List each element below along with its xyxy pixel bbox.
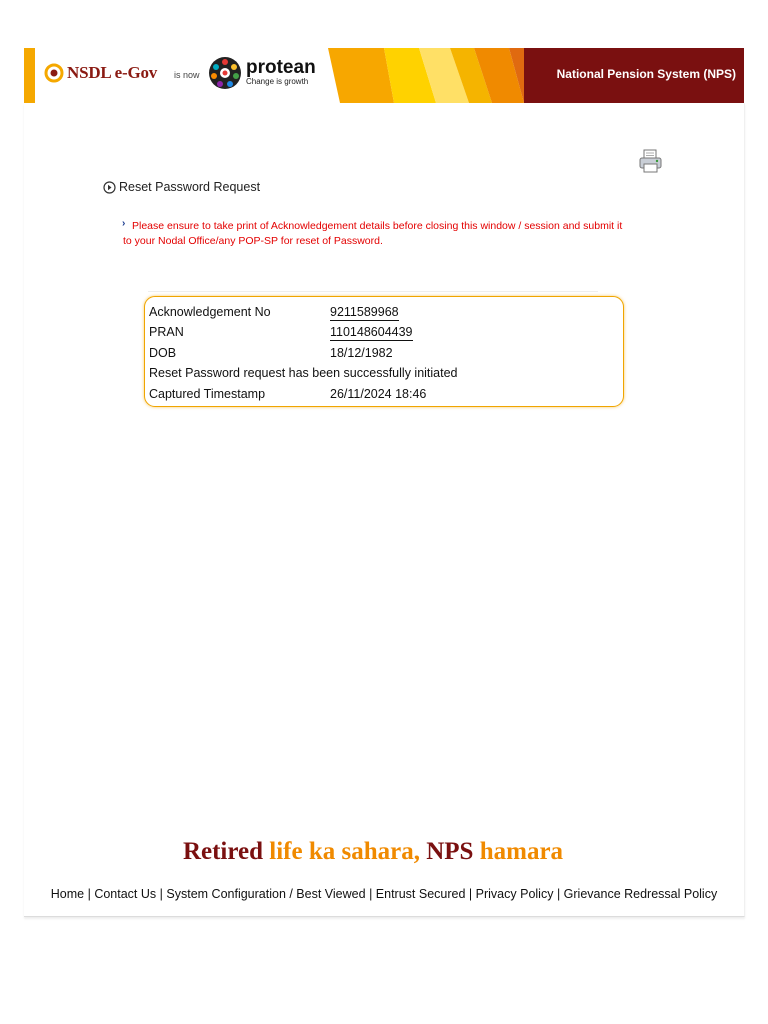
chevron-right-icon: › [122, 218, 126, 229]
is-now-text: is now [174, 70, 200, 80]
footer-link-home[interactable]: Home [50, 887, 85, 901]
printer-icon[interactable] [638, 148, 664, 174]
slogan-part-retired: Retired [182, 838, 264, 865]
footer-separator: | [159, 887, 163, 901]
ack-no-label: Acknowledgement No [149, 305, 271, 319]
footer-links [0, 887, 768, 901]
footer-link-contact-us[interactable]: Contact Us [94, 887, 157, 901]
footer-separator: | [369, 887, 373, 901]
footer-link-entrust-secured[interactable]: Entrust Secured [375, 887, 466, 901]
footer-link-grievance-redressal-policy[interactable]: Grievance Redressal Policy [563, 887, 718, 901]
pran-label: PRAN [149, 325, 184, 339]
ack-no-value: 9211589968 [330, 305, 399, 319]
protean-logo [208, 56, 316, 90]
timestamp-value: 26/11/2024 18:46 [330, 387, 427, 401]
section-heading [103, 180, 260, 194]
banner-left-stripe [24, 48, 35, 103]
circle-arrow-icon [103, 181, 116, 194]
protean-tagline: Change is growth [246, 77, 309, 86]
nsdl-swirl-icon [44, 63, 64, 83]
slogan-part-life: life ka sahara, [269, 838, 420, 865]
nsdl-egov-logo [44, 62, 157, 84]
timestamp-label: Captured Timestamp [149, 387, 266, 401]
dob-label: DOB [149, 346, 177, 360]
section-title-text: Reset Password Request [119, 180, 261, 194]
footer-separator: | [468, 887, 473, 901]
footer-separator: | [556, 887, 561, 901]
nsdl-logo-text: NSDL e-Gov [67, 63, 158, 82]
footer-separator: | [87, 887, 91, 901]
protean-mark-icon [208, 56, 242, 90]
note-text: Please ensure to take print of Acknowledgement details before closing this window / session and submit it to your Nodal Office/any POP-SP for reset of Password. [123, 220, 623, 247]
slogan-part-nps: NPS [426, 838, 474, 865]
dob-value: 18/12/1982 [330, 346, 393, 360]
footer-link-privacy-policy[interactable]: Privacy Policy [475, 887, 554, 901]
protean-brand-text: protean [246, 57, 316, 78]
header-banner [24, 48, 744, 103]
divider [148, 291, 598, 292]
acknowledgement-panel [144, 296, 624, 407]
print-instruction-note [123, 219, 623, 248]
slogan-part-hamara: hamara [479, 838, 564, 865]
banner-stripes [324, 48, 544, 103]
nps-slogan [0, 838, 746, 866]
site-title: National Pension System (NPS) [556, 67, 736, 81]
status-message: Reset Password request has been successfully initiated [149, 366, 458, 380]
pran-value: 110148604439 [330, 325, 413, 339]
footer-link-system-configuration[interactable]: System Configuration / Best Viewed [166, 887, 366, 901]
